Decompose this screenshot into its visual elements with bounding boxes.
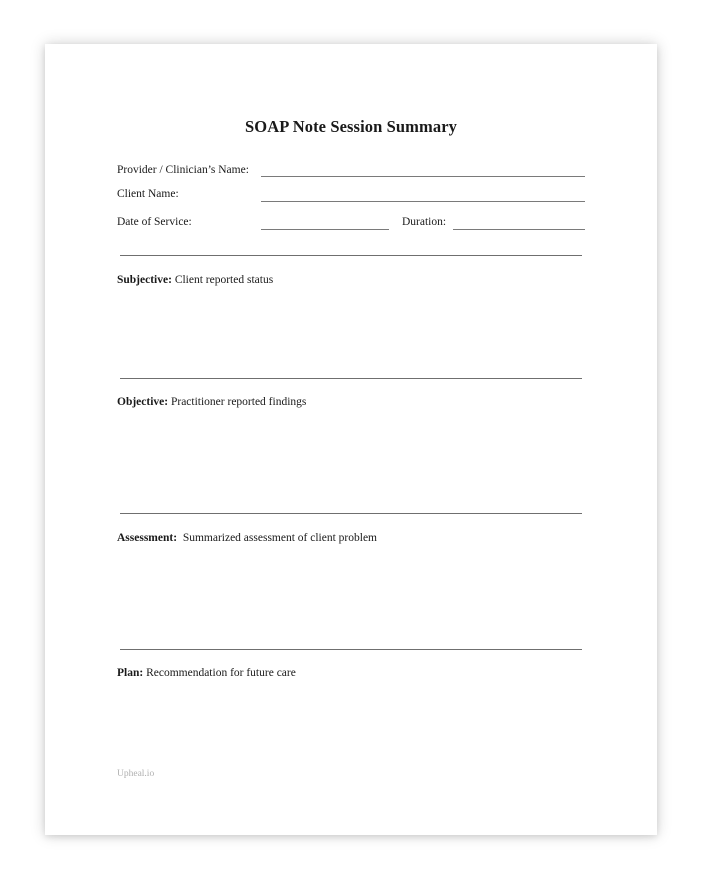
divider-assessment bbox=[120, 649, 582, 650]
objective-section[interactable] bbox=[117, 396, 306, 408]
subjective-section[interactable] bbox=[117, 274, 273, 286]
divider-subjective bbox=[120, 378, 582, 379]
subjective-description: Client reported status bbox=[171, 274, 274, 286]
date-of-service-label: Date of Service: bbox=[117, 216, 192, 228]
divider-objective bbox=[120, 513, 582, 514]
duration-field[interactable] bbox=[453, 229, 585, 230]
client-name-label: Client Name: bbox=[117, 188, 179, 200]
plan-heading: Plan: bbox=[117, 667, 144, 679]
client-name-field[interactable] bbox=[261, 201, 585, 202]
assessment-description: Summarized assessment of client problem bbox=[177, 532, 377, 544]
footer-brand: Upheal.io bbox=[117, 769, 155, 779]
assessment-section[interactable] bbox=[117, 532, 377, 544]
date-of-service-field[interactable] bbox=[261, 229, 389, 230]
document-page bbox=[45, 44, 657, 835]
plan-description: Recommendation for future care bbox=[143, 667, 296, 679]
divider-top bbox=[120, 255, 582, 256]
assessment-heading: Assessment: bbox=[117, 532, 178, 544]
page-title: SOAP Note Session Summary bbox=[245, 117, 457, 136]
provider-name-label: Provider / Clinician’s Name: bbox=[117, 164, 249, 176]
subjective-heading: Subjective: bbox=[117, 274, 172, 286]
plan-section[interactable] bbox=[117, 667, 296, 679]
objective-heading: Objective: bbox=[117, 396, 169, 408]
duration-label: Duration: bbox=[402, 216, 447, 228]
objective-description: Practitioner reported findings bbox=[168, 396, 307, 408]
provider-name-field[interactable] bbox=[261, 176, 585, 177]
